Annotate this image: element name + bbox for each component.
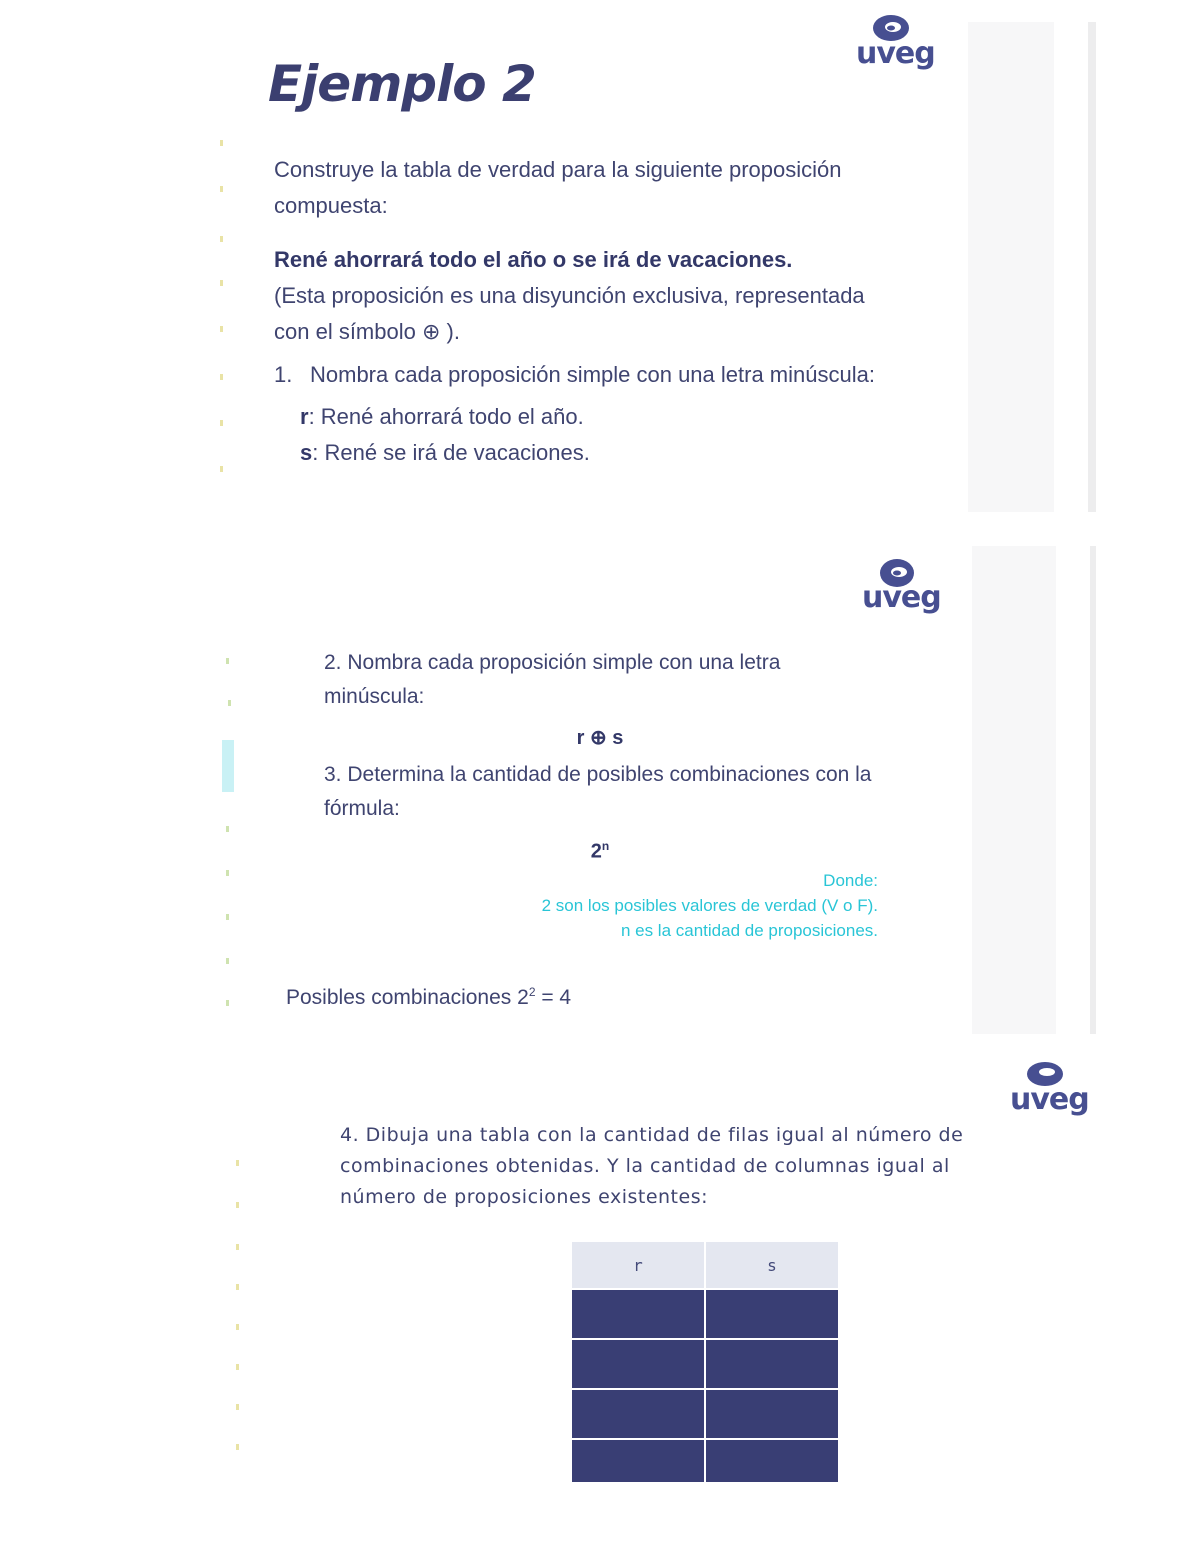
slide2-side-panel (972, 546, 1056, 1034)
letter-r: r (300, 404, 309, 429)
formula-exponent: n (601, 839, 610, 853)
definition-s (300, 435, 590, 471)
decor-dash (220, 236, 223, 242)
donde-block (480, 868, 878, 943)
decor-dash (220, 186, 223, 192)
decor-dash (220, 140, 223, 146)
proposition-text: René ahorrará todo el año o se irá de vacaciones. (274, 247, 793, 272)
truth-table (570, 1240, 840, 1484)
uveg-logo-text: uveg (1010, 1082, 1089, 1117)
decor-dash (236, 1324, 239, 1330)
slide2-side-line (1090, 546, 1096, 1034)
decor-dash (220, 280, 223, 286)
table-row (571, 1439, 839, 1483)
table-cell (571, 1389, 705, 1439)
decor-dash (236, 1444, 239, 1450)
letter-s: s (300, 440, 313, 465)
decor-dash (236, 1404, 239, 1410)
decor-dash (220, 466, 223, 472)
decor-dash (220, 420, 223, 426)
xor-expression: r ⊕ s (576, 727, 624, 749)
uveg-logo-text: uveg (856, 36, 935, 71)
xor-note: (Esta proposición es una disyunción exclusiva, representada con el símbolo ⊕ ). (274, 283, 865, 344)
uveg-logo (1010, 1060, 1090, 1124)
step4-text: 4. Dibuja una tabla con la cantidad de filas igual al número de combinaciones obtenidas. Y la cantidad de columnas igual al número de proposiciones existentes: (340, 1124, 964, 1208)
donde-line1: 2 son los posibles valores de verdad (V o F). (541, 896, 878, 915)
decor-dash (236, 1244, 239, 1250)
slide-title: Ejemplo 2 (268, 55, 536, 113)
table-row (571, 1389, 839, 1439)
definition-s-text: : René se irá de vacaciones. (312, 440, 590, 465)
column-header-s: s (705, 1241, 839, 1289)
decor-dash (220, 326, 223, 332)
decor-cyan-bar (222, 740, 234, 792)
definition-r (300, 399, 584, 435)
step2-text: 2. Nombra cada proposición simple con una letra minúscula: (324, 651, 781, 708)
combinations-label: Posibles combinaciones 2 (286, 986, 529, 1009)
combinations-result: = 4 (535, 986, 572, 1009)
decor-dash (226, 1000, 229, 1006)
decor-dash (226, 658, 229, 664)
table-header-row (571, 1241, 839, 1289)
slide1-side-panel (968, 22, 1054, 512)
decor-dash (226, 870, 229, 876)
table-cell (705, 1389, 839, 1439)
decor-dash (220, 374, 223, 380)
table-cell (705, 1439, 839, 1483)
table-row (571, 1289, 839, 1339)
table-cell (571, 1289, 705, 1339)
intro-text: Construye la tabla de verdad para la siguiente proposición compuesta: (274, 157, 842, 218)
decor-dash (226, 826, 229, 832)
decor-dash (236, 1364, 239, 1370)
table-row (571, 1339, 839, 1389)
donde-line2: n es la cantidad de proposiciones. (620, 921, 878, 940)
column-header-r: r (571, 1241, 705, 1289)
decor-dash (236, 1284, 239, 1290)
uveg-logo (862, 558, 942, 622)
step3-text: 3. Determina la cantidad de posibles combinaciones con la fórmula: (324, 763, 872, 820)
step1-number: 1. (274, 362, 293, 387)
slide1-side-line (1088, 22, 1096, 512)
formula-base: 2 (590, 840, 602, 863)
decor-dash (228, 700, 231, 706)
uveg-logo (856, 14, 936, 78)
definition-r-text: : René ahorrará todo el año. (308, 404, 584, 429)
decor-dash (226, 958, 229, 964)
table-cell (571, 1439, 705, 1483)
donde-title: Donde: (823, 871, 878, 890)
table-cell (705, 1339, 839, 1389)
decor-dash (226, 914, 229, 920)
table-cell (571, 1339, 705, 1389)
formula (560, 828, 640, 870)
decor-dash (236, 1202, 239, 1208)
table-cell (705, 1289, 839, 1339)
uveg-logo-text: uveg (862, 580, 941, 615)
combinations-text (286, 974, 571, 1016)
combinations-exponent: 2 (528, 985, 536, 999)
decor-dash (236, 1160, 239, 1166)
step1-text: Nombra cada proposición simple con una letra minúscula: (310, 362, 875, 387)
